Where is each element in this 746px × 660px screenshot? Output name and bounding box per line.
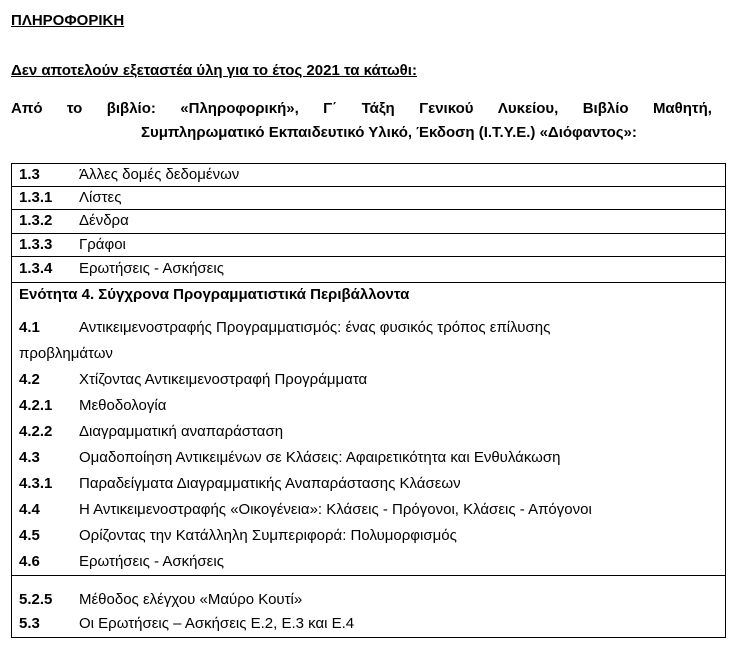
row-text: Γράφοι — [79, 236, 126, 253]
row-text: Μέθοδος ελέγχου «Μαύρο Κουτί» — [79, 591, 303, 608]
syllabus-table — [11, 163, 726, 638]
row-divider — [12, 186, 725, 187]
row-number: 4.3 — [19, 449, 40, 466]
source-word: Λυκείου, — [497, 100, 559, 117]
row-text: Λίστες — [79, 189, 122, 206]
row-number: 4.4 — [19, 501, 40, 518]
row-text: Ομαδοποίηση Αντικειμένων σε Κλάσεις: Αφαιρετικότητα και Ενθυλάκωση — [79, 449, 561, 466]
row-number: 4.2 — [19, 371, 40, 388]
source-word: Γενικού — [419, 100, 474, 117]
row-text: Αντικειμενοστραφής Προγραμματισμός: ένας φυσικός τρόπος επίλυσης — [79, 319, 551, 336]
table-row — [12, 319, 725, 369]
source-word: Γ΄ — [323, 100, 338, 117]
row-number: 1.3.4 — [19, 260, 53, 277]
row-divider — [12, 233, 725, 234]
row-text: Ορίζοντας την Κατάλληλη Συμπεριφορά: Πολυμορφισμός — [79, 527, 457, 544]
row-number: 4.6 — [19, 553, 40, 570]
source-word: Τάξη — [361, 100, 395, 117]
row-text: Οι Ερωτήσεις – Ασκήσεις Ε.2, Ε.3 και Ε.4 — [79, 615, 355, 632]
page-subtitle: Δεν αποτελούν εξεταστέα ύλη για το έτος 2021 τα κάτωθι: — [11, 62, 417, 79]
page-title: ΠΛΗΡΟΦΟΡΙΚΗ — [11, 12, 125, 29]
row-text: Μεθοδολογία — [79, 397, 167, 414]
row-divider — [12, 575, 725, 576]
row-number: 4.2.1 — [19, 397, 53, 414]
source-word: Βιβλίο — [582, 100, 629, 117]
row-text: Ερωτήσεις - Ασκήσεις — [79, 553, 224, 570]
row-number: 4.5 — [19, 527, 40, 544]
row-divider — [12, 256, 725, 257]
source-word: βιβλίο: — [106, 100, 156, 117]
row-number: 1.3.2 — [19, 212, 53, 229]
row-number: 1.3.1 — [19, 189, 53, 206]
row-text: Παραδείγματα Διαγραμματικής Αναπαράστασης Κλάσεων — [79, 475, 461, 492]
row-text: Χτίζοντας Αντικειμενοστραφή Προγράμματα — [79, 371, 368, 388]
row-text: Η Αντικειμενοστραφής «Οικογένεια»: Κλάσεις - Πρόγονοι, Κλάσεις - Απόγονοι — [79, 501, 592, 518]
row-number: 4.2.2 — [19, 423, 53, 440]
row-number: 1.3 — [19, 166, 40, 183]
row-number: 1.3.3 — [19, 236, 53, 253]
row-text: Άλλες δομές δεδομένων — [79, 166, 240, 183]
row-number: 5.2.5 — [19, 591, 53, 608]
row-number: 5.3 — [19, 615, 40, 632]
row-divider — [12, 209, 725, 210]
source-word: Μαθητή, — [652, 100, 712, 117]
row-number: 4.3.1 — [19, 475, 53, 492]
source-line-2: Συμπληρωματικό Εκπαιδευτικό Υλικό, Έκδοση (Ι.Τ.Υ.Ε.) «Διόφαντος»: — [141, 124, 637, 141]
source-line-1 — [11, 100, 712, 117]
row-divider — [12, 282, 725, 283]
row-text: Ερωτήσεις - Ασκήσεις — [79, 260, 224, 277]
row-text-continuation: προβλημάτων — [19, 345, 113, 362]
source-word: Από — [11, 100, 43, 117]
row-text: Διαγραμματική αναπαράσταση — [79, 423, 284, 440]
section-header: Ενότητα 4. Σύγχρονα Προγραμματιστικά Περιβάλλοντα — [19, 286, 410, 303]
row-text: Δένδρα — [79, 212, 129, 229]
source-word: το — [66, 100, 83, 117]
source-word: «Πληροφορική», — [180, 100, 299, 117]
row-number: 4.1 — [19, 319, 40, 336]
